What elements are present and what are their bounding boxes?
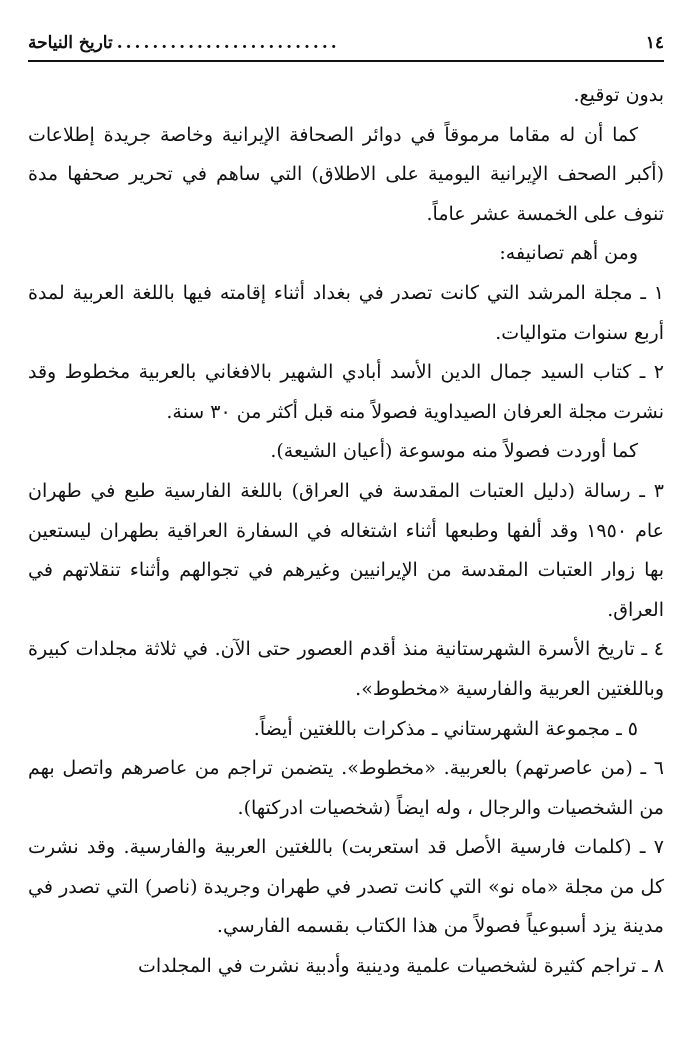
book-title: تاريخ النياحة [28,33,113,53]
paragraph: ٣ ـ رسالة (دليل العتبات المقدسة في العراق) باللغة الفارسية طبع في طهران عام ١٩٥٠ وقد ألفها وطبعها أثناء اشتغاله في السفارة العراقية بطهران ليستعين بها زوار العتبات المقدسة من الإيرانيين وغيرهم في تجوالهم وأثناء تنقلاتهم في العراق. [28,479,664,621]
dot-leader: ......................... [116,33,340,53]
paragraph: ٢ ـ كتاب السيد جمال الدين الأسد أبادي الشهير بالافغاني بالعربية مخطوط وقد نشرت مجلة العرفان الصيداوية فصولاً منه قبل أكثر من ٣٠ سنة. [28,361,664,423]
paragraph: كما أن له مقاما مرموقاً في دوائر الصحافة الإيرانية وخاصة جريدة إطلاعات (أكبر الصحف الإيرانية اليومية على الاطلاق) التي ساهم في تحرير صحفها مدة تنوف على الخمسة عشر عاماً. [28,123,664,225]
paragraph: ٨ ـ تراجم كثيرة لشخصيات علمية ودينية وأدبية نشرت في المجلدات [138,955,664,978]
running-header [28,28,664,58]
paragraph: كما أوردت فصولاً منه موسوعة (أعيان الشيعة). [270,440,638,463]
paragraph: ١ ـ مجلة المرشد التي كانت تصدر في بغداد أثناء إقامته فيها باللغة العربية لمدة أربع سنوات متواليات. [28,281,664,344]
body-text [28,76,664,987]
paragraph: ٧ ـ (كلمات فارسية الأصل قد استعربت) باللغتين العربية والفارسية. وقد نشرت كل من مجلة «ماه نو» التي كانت تصدر في طهران وجريدة (ناصر) التي تصدر في مدينة يزد أسبوعياً فصولاً من هذا الكتاب بقسمه الفارسي. [28,836,664,938]
paragraph: بدون توقيع. [573,84,664,106]
paragraph: ٦ ـ (من عاصرتهم) بالعربية. «مخطوط». يتضمن تراجم من عاصرهم واتصل بهم من الشخصيات والرجال ، وله ايضاً (شخصيات ادركتها). [28,757,664,819]
book-page [28,28,664,1018]
paragraph: ٤ ـ تاريخ الأسرة الشهرستانية منذ أقدم العصور حتى الآن. في ثلاثة مجلدات كبيرة وباللغتين العربية والفارسية «مخطوط». [28,638,664,700]
header-rule [28,60,664,62]
page-number: ١٤ [645,33,664,53]
paragraph: ٥ ـ مجموعة الشهرستاني ـ مذكرات باللغتين أيضاً. [253,717,638,740]
paragraph: ومن أهم تصانيفه: [499,242,638,265]
